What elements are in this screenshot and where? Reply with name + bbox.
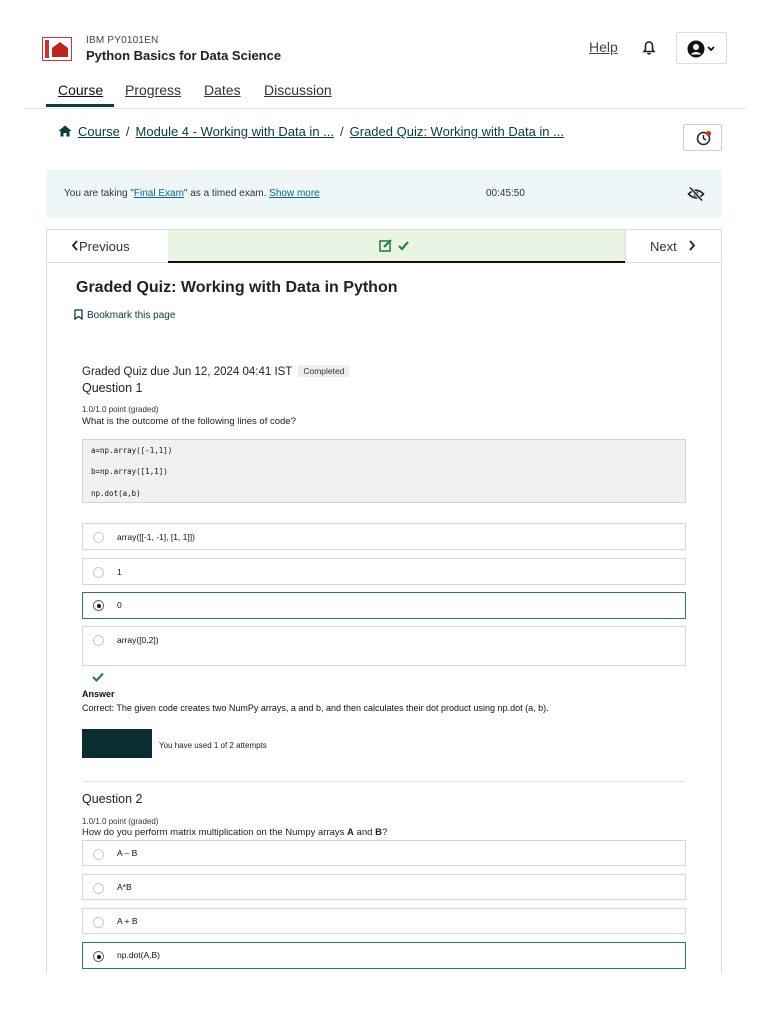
- q1-option-1[interactable]: [82, 523, 686, 550]
- logo-bar: [45, 40, 49, 58]
- breadcrumb-unit[interactable]: Graded Quiz: Working with Data in ...: [349, 124, 564, 139]
- option-label: np.dot(A,B): [117, 950, 160, 960]
- q1-option-2[interactable]: [82, 558, 686, 585]
- exam-time-remaining: 00:45:50: [486, 188, 525, 199]
- q1-option-4[interactable]: [82, 626, 686, 666]
- previous-button[interactable]: [47, 230, 168, 262]
- option-label: A – B: [117, 848, 138, 858]
- code-block: [82, 439, 686, 503]
- exam-message: [64, 188, 320, 199]
- radio-button[interactable]: [93, 567, 104, 578]
- timed-exam-banner: [46, 170, 722, 218]
- breadcrumb-course[interactable]: Course: [78, 124, 120, 139]
- tabs-divider: [24, 108, 746, 109]
- logo-house-icon: [52, 42, 68, 57]
- attempts-text: You have used 1 of 2 attempts: [159, 741, 267, 750]
- help-link[interactable]: Help: [589, 39, 618, 55]
- radio-button-selected[interactable]: [93, 951, 104, 962]
- breadcrumb: [58, 124, 564, 139]
- chevron-down-icon: [708, 47, 714, 50]
- prompt-text: and: [353, 827, 376, 838]
- home-icon: [58, 125, 72, 137]
- chevron-right-icon: [688, 240, 696, 251]
- breadcrumb-module[interactable]: Module 4 - Working with Data in ...: [135, 124, 334, 139]
- option-label: array([0,2]): [117, 635, 159, 645]
- answer-heading: Answer: [82, 689, 115, 699]
- active-tab-indicator: [46, 104, 114, 107]
- option-label: A + B: [117, 916, 138, 926]
- question-2-points: 1.0/1.0 point (graded): [82, 817, 159, 826]
- bell-icon[interactable]: [641, 40, 657, 56]
- breadcrumb-separator: /: [340, 124, 344, 139]
- radio-button[interactable]: [93, 635, 104, 646]
- exam-name-link[interactable]: Final Exam: [133, 188, 184, 199]
- question-1-points: 1.0/1.0 point (graded): [82, 405, 159, 414]
- due-text: Graded Quiz due Jun 12, 2024 04:41 IST: [82, 366, 293, 378]
- prompt-array-a: A: [347, 827, 354, 838]
- timer-toggle-button[interactable]: [683, 124, 722, 151]
- prompt-text: How do you perform matrix multiplication on the Numpy arrays: [82, 827, 348, 838]
- next-label: Next: [650, 239, 677, 254]
- next-button[interactable]: [625, 230, 722, 262]
- question-2-title: Question 2: [82, 792, 143, 806]
- tab-discussion[interactable]: Discussion: [264, 82, 332, 98]
- q2-option-1[interactable]: [82, 840, 686, 866]
- question-2-prompt: [82, 827, 387, 838]
- option-label: 0: [117, 600, 122, 610]
- site-header: [0, 0, 768, 110]
- user-menu-button[interactable]: [676, 32, 727, 64]
- q2-option-4[interactable]: [82, 942, 686, 969]
- option-label: array([[-1, -1], [1, 1]]): [117, 532, 195, 542]
- tab-course[interactable]: Course: [58, 82, 104, 98]
- option-label: 1: [117, 567, 122, 577]
- user-circle-icon: [687, 40, 717, 58]
- chevron-left-icon: [71, 240, 79, 251]
- bookmark-button[interactable]: [74, 309, 175, 321]
- question-1-title: Question 1: [82, 381, 143, 395]
- answer-explanation: Correct: The given code creates two NumPy arrays, a and b, and then calculates their dot product using np.dot (a, b).: [82, 703, 549, 713]
- course-title: Python Basics for Data Science: [86, 48, 282, 63]
- code-line: b=np.array([1,1]): [91, 467, 168, 476]
- eye-slash-icon[interactable]: [687, 186, 705, 202]
- sequence-unit-active[interactable]: [168, 230, 625, 263]
- code-line: np.dot(a,b): [91, 489, 141, 498]
- tab-dates[interactable]: Dates: [204, 82, 241, 98]
- radio-button-selected[interactable]: [93, 600, 104, 611]
- radio-button[interactable]: [93, 883, 104, 894]
- institution-logo[interactable]: [42, 37, 72, 61]
- due-line: [82, 365, 349, 378]
- status-badge: Completed: [298, 365, 349, 377]
- course-code: IBM PY0101EN: [86, 35, 159, 46]
- question-1-prompt: What is the outcome of the following lines of code?: [82, 416, 296, 427]
- exam-message-prefix: You are taking ": [64, 188, 134, 199]
- edit-check-icon: [379, 239, 415, 253]
- stopwatch-alert-icon: [696, 130, 712, 146]
- previous-label: Previous: [79, 239, 130, 254]
- exam-message-suffix: " as a timed exam.: [183, 188, 270, 199]
- radio-button[interactable]: [93, 917, 104, 928]
- bookmark-icon: [74, 309, 83, 320]
- code-line: a=np.array([-1,1]): [91, 446, 173, 455]
- correct-check-icon: [92, 672, 104, 682]
- prompt-text: ?: [381, 827, 388, 838]
- question-divider: [82, 781, 686, 782]
- breadcrumb-separator: /: [125, 124, 130, 139]
- option-label: A*B: [117, 882, 132, 892]
- sequence-navigation: [46, 229, 722, 263]
- prompt-array-b: B: [375, 827, 382, 838]
- unit-title: Graded Quiz: Working with Data in Python: [76, 279, 398, 296]
- radio-button[interactable]: [93, 532, 104, 543]
- q2-option-3[interactable]: [82, 908, 686, 934]
- tab-progress[interactable]: Progress: [125, 82, 182, 98]
- show-more-link[interactable]: Show more: [269, 188, 320, 199]
- bookmark-label: Bookmark this page: [87, 310, 176, 321]
- q1-option-3[interactable]: [82, 592, 686, 619]
- radio-button[interactable]: [93, 849, 104, 860]
- submit-button[interactable]: Submit: [82, 729, 152, 758]
- q2-option-2[interactable]: [82, 874, 686, 900]
